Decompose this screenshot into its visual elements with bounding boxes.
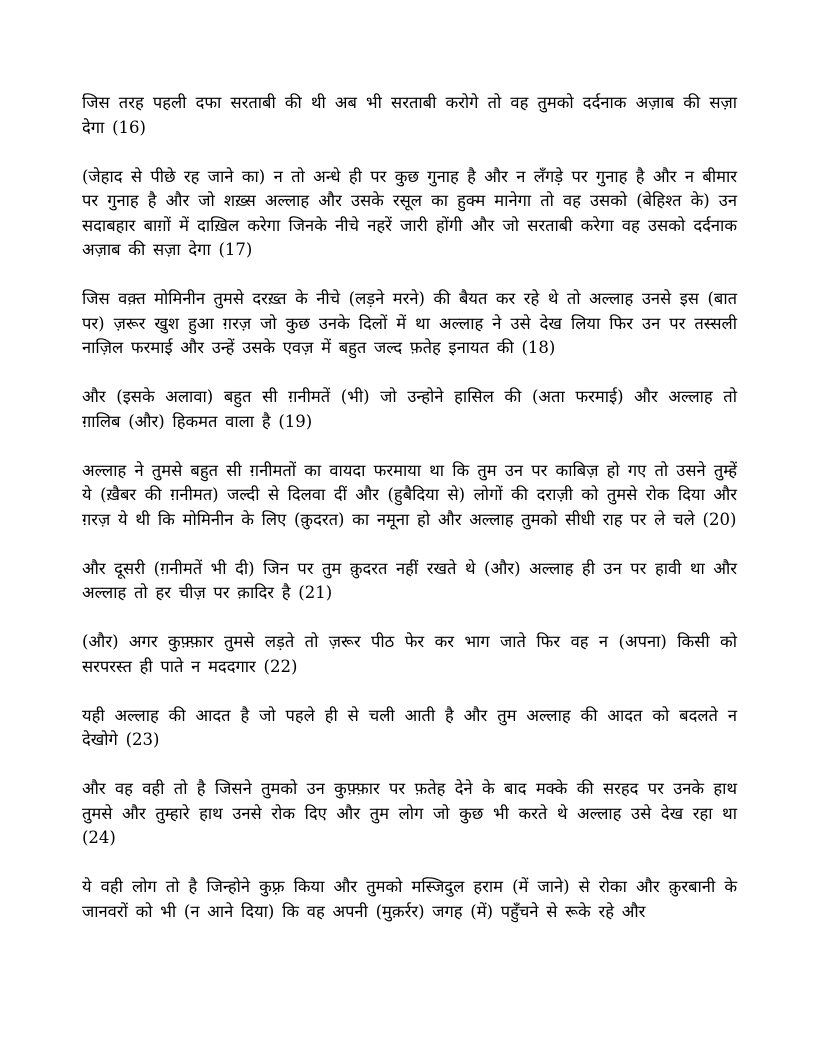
verse-paragraph-19: और (इसके अलावा) बहुत सी ग़नीमतें (भी) जो उन्होने हासिल की (अता फरमाई) और अल्लाह तो ग़ालिब (और) हिकमत वाला है (19)	[82, 387, 737, 431]
verse-paragraph-21: और दूसरी (ग़नीमतें भी दी) जिन पर तुम क़ुदरत नहीं रखते थे (और) अल्लाह ही उन पर हावी था और अल्लाह तो हर चीज़ पर क़ादिर है (21)	[82, 558, 737, 602]
verse-paragraph-17: (जेहाद से पीछे रह जाने का) न तो अन्धे ही पर कुछ गुनाह है और न लँगड़े पर गुनाह है और न बीमार पर गुनाह है और जो शख़्स अल्लाह और उसके रसूल का हुक्म मानेगा तो वह उसको (बेहिश्त के) उन सदाबहार बाग़ों में दाख़िल करेगा जिनके नीचे नहरें जारी होंगी और जो सरताबी करेगा वह उसको दर्दनाक अज़ाब की सज़ा देगा (17)	[82, 166, 737, 259]
verse-paragraph-25-partial: ये वही लोग तो है जिन्होने कुफ़्र किया और तुमको मस्जिदुल हराम (में जाने) से रोका और क़ुरबानी के जानवरों को भी (न आने दिया) कि वह अपनी (मुक़र्रर) जगह (में) पहुँचने से रूके रहे और	[82, 877, 737, 921]
verse-paragraph-24: और वह वही तो है जिसने तुमको उन कुफ़्फ़ार पर फ़तेह देने के बाद मक्के की सरहद पर उनके हाथ तुमसे और तुम्हारे हाथ उनसे रोक दिए और तुम लोग जो कुछ भी करते थे अल्लाह उसे देख रहा था (24)	[82, 779, 737, 847]
verse-paragraph-22: (और) अगर कुफ़्फ़ार तुमसे लड़ते तो ज़रूर पीठ फेर कर भाग जाते फिर वह न (अपना) किसी को सरपरस्त ही पाते न मददगार (22)	[82, 632, 737, 676]
verse-paragraph-16: जिस तरह पहली दफा सरताबी की थी अब भी सरताबी करोगे तो वह तुमको दर्दनाक अज़ाब की सज़ा देगा (16)	[82, 93, 737, 137]
verse-paragraph-23: यही अल्लाह की आदत है जो पहले ही से चली आती है और तुम अल्लाह की आदत को बदलते न देखोगे (23)	[82, 705, 737, 749]
verse-paragraph-20: अल्लाह ने तुमसे बहुत सी ग़नीमतों का वायदा फरमाया था कि तुम उन पर काबिज़ हो गए तो उसने तुम्हें ये (ख़ैबर की ग़नीमत) जल्दी से दिलवा दीं और (हुबैदिया से) लोगों की दराज़ी को तुमसे रोक दिया और ग़रज़ ये थी कि मोमिनीन के लिए (क़ुदरत) का नमूना हो और अल्लाह तुमको सीधी राह पर ले चले (20)	[82, 460, 737, 529]
verse-paragraph-18: जिस वक़्त मोमिनीन तुमसे दरख़्त के नीचे (लड़ने मरने) की बैयत कर रहे थे तो अल्लाह उनसे इस (बात पर) ज़रूर खुश हुआ ग़रज़ जो कुछ उनके दिलों में था अल्लाह ने उसे देख लिया फिर उन पर तस्सली नाज़िल फरमाई और उन्हें उसके एवज़ में बहुत जल्द फ़तेह इनायत की (18)	[82, 289, 737, 357]
